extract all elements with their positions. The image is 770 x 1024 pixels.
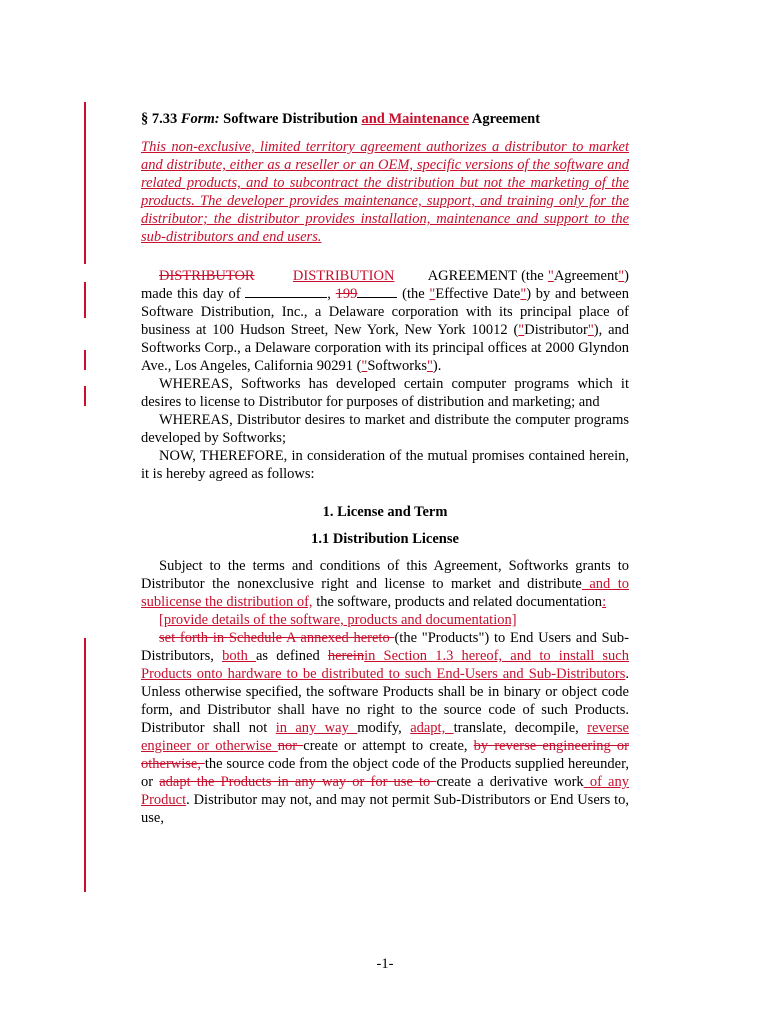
section-heading: 1. License and Term bbox=[322, 504, 448, 520]
change-bar bbox=[84, 386, 86, 406]
form-abstract: This non-exclusive, limited territory agreement authorizes a distributor to market and distribute, either as a reseller or an OEM, specific versions of the software and related products, and to subcontract the distribution but not the marketing of the products. The developer provides maintenance, support, and training only for the distributor; the distributor provides installation, maintenance and support to the sub-distributors and end users. bbox=[141, 139, 629, 245]
whereas-2: WHEREAS, Distributor desires to market and distribute the computer programs developed by Softworks; bbox=[141, 412, 629, 446]
deleted-text: by reverse engineering or otherwise, bbox=[141, 738, 629, 772]
terms-text: . Unless otherwise specified, the software Products shall be in binary or object code form, and Distributor shall have no right to the source code of such Products. Distributor shall not bbox=[141, 666, 629, 736]
terms-text: (the "Products") to End Users and Sub-Distributors, bbox=[141, 630, 629, 664]
inserted-placeholder: [provide details of the software, products and documentation] bbox=[159, 612, 517, 628]
parties-paragraph bbox=[141, 267, 629, 375]
change-bar bbox=[84, 102, 86, 264]
softworks-definition: Softworks bbox=[367, 358, 427, 374]
terms-text: . Distributor may not, and may not permit Sub-Distributors or End Users to, use, bbox=[141, 792, 629, 826]
inserted-quote: " bbox=[518, 322, 525, 338]
title-main: Software Distribution bbox=[223, 111, 358, 127]
inserted-text: : bbox=[602, 594, 607, 610]
parties-description: ) by and between Software Distribution, Inc., a Delaware corporation with its principal place of business at 100 Hudson Street, New York, New York 10012 ( bbox=[141, 286, 629, 338]
grant-text: Subject to the terms and conditions of this Agreement, Softworks grants to Distributor the nonexclusive right and license to market and distribute bbox=[141, 558, 629, 592]
inserted-text: adapt, bbox=[410, 720, 454, 736]
agreement-definition: Agreement bbox=[553, 268, 619, 284]
comma: , bbox=[327, 286, 331, 302]
inserted-text: in any way bbox=[275, 720, 358, 736]
deleted-text: nor bbox=[277, 738, 304, 754]
form-label: Form: bbox=[180, 111, 220, 127]
distributor-definition: Distributor bbox=[524, 322, 588, 338]
inserted-quote: " bbox=[361, 358, 368, 374]
deleted-year: 199 bbox=[335, 286, 358, 302]
deleted-text: set forth in Schedule A annexed hereto bbox=[159, 630, 395, 646]
terms-text: modify, bbox=[357, 720, 411, 736]
date-blank bbox=[245, 285, 327, 298]
inserted-text: of any Product bbox=[141, 774, 629, 808]
made-text: ) made this day of bbox=[141, 268, 630, 302]
softworks-description: ), and Softworks Corp., a Delaware corporation with its principal offices at 2000 Glyndon Ave., Los Angeles, California 90291 ( bbox=[141, 322, 630, 374]
now-therefore: NOW, THEREFORE, in consideration of the mutual promises contained herein, it is hereby agreed as follows: bbox=[141, 448, 629, 482]
subsection-heading: 1.1 Distribution License bbox=[311, 531, 459, 547]
deleted-text: adapt the Products in any way or for use to bbox=[159, 774, 437, 790]
inserted-quote: " bbox=[618, 268, 625, 284]
terms-text: create a derivative work bbox=[436, 774, 584, 790]
inserted-quote: " bbox=[426, 358, 433, 374]
grant-text: the software, products and related documentation bbox=[312, 594, 603, 610]
deleted-text: herein bbox=[327, 648, 365, 664]
inserted-text: in Section 1.3 hereof, and to install such Products onto hardware to be distributed to such End-Users and Sub-Distributors bbox=[141, 648, 629, 682]
inserted-text: and to sublicense the distribution of, bbox=[141, 576, 629, 610]
inserted-title: DISTRIBUTION bbox=[292, 268, 395, 284]
parties-end: ). bbox=[432, 358, 442, 374]
change-bar bbox=[84, 282, 86, 318]
license-grant-paragraph bbox=[141, 557, 629, 611]
inserted-text: both bbox=[222, 648, 256, 664]
document-body bbox=[141, 110, 629, 827]
change-bar bbox=[84, 638, 86, 892]
inserted-quote: " bbox=[587, 322, 594, 338]
inserted-quote: " bbox=[547, 268, 554, 284]
inserted-quote: " bbox=[429, 286, 436, 302]
bracket-placeholder bbox=[141, 611, 629, 629]
terms-text: translate, decompile, bbox=[453, 720, 588, 736]
effective-date-definition: Effective Date bbox=[435, 286, 521, 302]
page-number: -1- bbox=[376, 956, 394, 972]
section-number: § 7.33 bbox=[141, 111, 178, 127]
year-blank bbox=[357, 285, 397, 298]
change-bar bbox=[84, 350, 86, 370]
title-inserted-text: and Maintenance bbox=[361, 111, 470, 127]
title-end: Agreement bbox=[471, 111, 541, 127]
license-terms-paragraph bbox=[141, 629, 629, 827]
agreement-word: AGREEMENT (the bbox=[427, 268, 544, 284]
form-title bbox=[141, 110, 629, 128]
inserted-text: reverse engineer or otherwise bbox=[141, 720, 629, 754]
terms-text: the source code from the object code of the Products supplied hereunder, or bbox=[141, 756, 629, 790]
effective-open: (the bbox=[402, 286, 425, 302]
deleted-title: DISTRIBUTOR bbox=[159, 268, 255, 284]
inserted-quote: " bbox=[520, 286, 527, 302]
terms-text: as defined bbox=[256, 648, 328, 664]
terms-text: create or attempt to create, bbox=[303, 738, 474, 754]
whereas-1: WHEREAS, Softworks has developed certain computer programs which it desires to license to Distributor for purposes of distribution and marketing; and bbox=[141, 376, 629, 410]
